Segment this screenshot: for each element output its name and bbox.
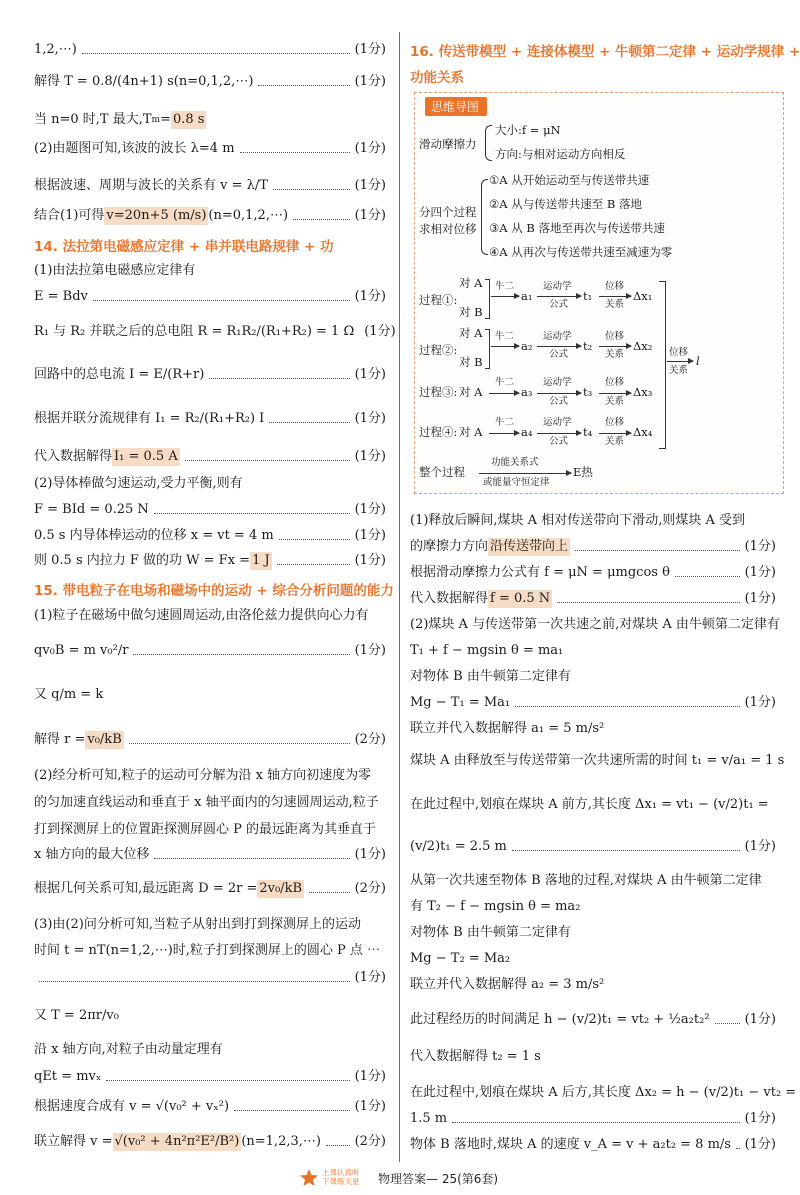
score: (1分) — [354, 367, 386, 382]
score: (1分) — [744, 839, 776, 854]
answer-line: 的摩擦力方向 沿传送带向上 (1分) — [410, 539, 776, 554]
arrow — [599, 393, 631, 394]
answer-line: 又 T = 2πr/v₀ — [34, 1008, 119, 1023]
answer-line: 代入数据解得 t₂ = 1 s — [410, 1049, 541, 1064]
arrow — [479, 473, 571, 474]
answer-line: (2)导体棒做匀速运动,受力平衡,则有 — [34, 476, 243, 491]
score: (2分) — [354, 1134, 386, 1149]
answer-line: 煤块 A 由释放至与传送带第一次共速所需的时间 t₁ = v/a₁ = 1 s — [410, 753, 785, 768]
score: (1分) — [354, 970, 386, 985]
answer-line: (2)煤块 A 与传送带第一次共速之前,对煤块 A 由牛顿第二定律有 — [410, 617, 780, 632]
answer-line — [34, 969, 386, 987]
answer-line: 根据并联分流规律有 I₁ = R₂/(R₁+R₂) I (1分) — [34, 411, 386, 426]
column-divider — [399, 32, 400, 1162]
brace — [485, 125, 492, 161]
answer-line: 联立并代入数据解得 a₂ = 3 m/s² — [410, 977, 605, 992]
answer-line: 代入数据解得 I₁ = 0.5 A (1分) — [34, 449, 386, 464]
score: (1分) — [354, 847, 386, 862]
answer-line: 联立解得 v = √(v₀² + 4n²π²E²/B²) (n=1,2,3,⋯) (2分) — [34, 1134, 386, 1149]
answer-line: 根据滑动摩擦力公式有 f = μN = μmgcos θ (1分) — [410, 565, 776, 580]
highlighted-answer: √(v₀² + 4n²π²E²/B²) — [114, 1134, 240, 1149]
score: (1分) — [354, 208, 386, 223]
arrow — [491, 346, 519, 347]
highlighted-answer: 0.8 s — [173, 112, 205, 127]
arrow — [599, 433, 631, 434]
page-number: 物理答案— 25(第6套) — [378, 1172, 499, 1186]
highlighted-answer: 沿传送带向上 — [490, 539, 569, 554]
score: (1分) — [744, 591, 776, 606]
score: (1分) — [354, 74, 386, 89]
answer-line: R₁ 与 R₂ 并联之后的总电阻 R = R₁R₂/(R₁+R₂) = 1 Ω (1分) — [34, 324, 396, 339]
section-heading-16: 16. 传送带模型 + 连接体模型 + 牛顿第二定律 + 运动学规律 + — [410, 44, 800, 60]
answer-line: 根据速度合成有 v = √(v₀² + vₓ²) (1分) — [34, 1099, 386, 1114]
arrow — [489, 393, 519, 394]
mind-map: 思维导图 滑动摩擦力 大小:f = μN 方向:与相对运动方向相反 分四个过程 求相对位移 ①A 从开始运动至与传送带共速 ②A 从与传送带共速至 B 落地 ③A 从 B 落地至再次与传送带共速 ④A 从再次与传送带共速至减速为零 过程①: 对 A 对 B 牛二 a₁ 运动学 公式 t₁ 位移 关系 Δx₁ 过程②: 对 A 对 B 牛二 a₂ 运动学 公式 t₂ 位移 关系 Δx₂ 过程③: 对 A 牛二 a₃ 运动学 公式 t₃ 位移 关系 Δx₃ 过程④: 对 A 牛二 a₄ 运动学 公式 t₄ 位移 关系 Δx₄ 位移 关系 l 整个过程 功能关系式 或能量守恒定律 E热 — [414, 92, 784, 494]
answer-line: 解得 T = 0.8/(4n+1) s(n=0,1,2,⋯) (1分) — [34, 74, 386, 89]
answer-line: 有 T₂ − f − mgsin θ = ma₂ — [410, 899, 581, 914]
answer-line: Mg − T₂ = Ma₂ — [410, 951, 511, 966]
mind-map-tag: 思维导图 — [425, 97, 487, 116]
arrow — [537, 296, 581, 297]
answer-line: (1)粒子在磁场中做匀速圆周运动,由洛伦兹力提供向心力有 — [34, 608, 369, 623]
answer-line: 0.5 s 内导体棒运动的位移 x = vt = 4 m (1分) — [34, 528, 386, 543]
answer-line: 当 n=0 时,T 最大,T m = 0.8 s — [34, 112, 205, 127]
arrow — [537, 393, 581, 394]
answer-line: (1)由法拉第电磁感应定律有 — [34, 263, 196, 278]
answer-line: (2)由题图可知,该波的波长 λ=4 m (1分) — [34, 141, 386, 156]
answer-line: T₁ + f − mgsin θ = ma₁ — [410, 643, 564, 658]
score: (1分) — [744, 1012, 776, 1027]
arrow — [537, 433, 581, 434]
answer-line: (3)由(2)问分析可知,当粒子从射出到打到探测屏上的运动 — [34, 917, 361, 932]
answer-line: 则 0.5 s 内拉力 F 做的功 W = Fx = 1 J (1分) — [34, 553, 386, 568]
score: (1分) — [354, 42, 386, 57]
answer-line: x 轴方向的最大位移 (1分) — [34, 847, 386, 862]
score: (1分) — [354, 449, 386, 464]
answer-line: 对物体 B 由牛顿第二定律有 — [410, 925, 571, 940]
answer-line: 时间 t = nT(n=1,2,⋯)时,粒子打到探测屏上的圆心 P 点 ⋯ — [34, 943, 381, 958]
answer-line: 此过程经历的时间满足 h − (v/2)t₁ = vt₂ + ½a₂t₂² (1分) — [410, 1012, 776, 1027]
highlighted-answer: 1 J — [252, 553, 270, 568]
highlighted-answer: f = 0.5 N — [490, 591, 551, 606]
answer-line: Mg − T₁ = Ma₁ (1分) — [410, 695, 776, 710]
answer-line: 回路中的总电流 I = E/(R+r) (1分) — [34, 367, 386, 382]
answer-line: 对物体 B 由牛顿第二定律有 — [410, 669, 571, 684]
answer-line: 在此过程中,划痕在煤块 A 后方,其长度 Δx₂ = h − (v/2)t₁ − vt₂ = — [410, 1085, 797, 1100]
answer-line: 1.5 m (1分) — [410, 1111, 776, 1126]
score: (1分) — [744, 565, 776, 580]
answer-line: 代入数据解得 f = 0.5 N (1分) — [410, 591, 776, 606]
arrow — [537, 346, 581, 347]
score: (1分) — [354, 289, 386, 304]
publisher-logo: 上课认真听 下课练天星 — [300, 1167, 370, 1189]
score: (1分) — [354, 1069, 386, 1084]
score: (1分) — [354, 178, 386, 193]
section-heading-15: 15. 带电粒子在电场和磁场中的运动 + 综合分析问题的能力 — [34, 583, 394, 599]
score: (1分) — [744, 1111, 776, 1126]
answer-line: 结合(1)可得 v=20n+5 (m/s) (n=0,1,2,⋯) (1分) — [34, 208, 386, 223]
answer-line: 物体 B 落地时,煤块 A 的速度 v_A = v + a₂t₂ = 8 m/s (1分) — [410, 1137, 776, 1152]
brace — [659, 281, 666, 449]
answer-line: 从第一次共速至物体 B 落地的过程,对煤块 A 由牛顿第二定律 — [410, 873, 762, 888]
arrow — [489, 433, 519, 434]
score: (1分) — [354, 1099, 386, 1114]
answer-line: 联立并代入数据解得 a₁ = 5 m/s² — [410, 721, 605, 736]
brace — [481, 179, 488, 255]
highlighted-answer: v₀/kB — [87, 732, 122, 747]
answer-line: 沿 x 轴方向,对粒子由动量定理有 — [34, 1042, 223, 1057]
answer-line: 打到探测屏上的位置距探测屏圆心 P 的最远距离为其垂直于 — [34, 822, 377, 837]
score: (1分) — [354, 502, 386, 517]
answer-line: 的匀加速直线运动和垂直于 x 轴平面内的匀速圆周运动,粒子 — [34, 795, 379, 810]
answer-line: E = Bdv (1分) — [34, 289, 386, 304]
answer-line: qEt = mvₓ (1分) — [34, 1069, 386, 1084]
score: (1分) — [354, 643, 386, 658]
answer-line: (2)经分析可知,粒子的运动可分解为沿 x 轴方向初速度为零 — [34, 768, 372, 783]
section-heading-16-cont: 功能关系 — [410, 70, 464, 86]
answer-line: 在此过程中,划痕在煤块 A 前方,其长度 Δx₁ = vt₁ − (v/2)t₁ = — [410, 797, 769, 812]
score: (1分) — [354, 141, 386, 156]
arrow — [667, 361, 693, 362]
score: (1分) — [364, 324, 396, 339]
highlighted-answer: I₁ = 0.5 A — [114, 449, 178, 464]
answer-line: 1,2,⋯) (1分) — [34, 42, 386, 57]
highlighted-answer: v=20n+5 (m/s) — [106, 208, 207, 223]
highlighted-answer: 2v₀/kB — [259, 881, 302, 896]
answer-line: F = BId = 0.25 N (1分) — [34, 502, 386, 517]
score: (1分) — [354, 411, 386, 426]
answer-line: 解得 r = v₀/kB (2分) — [34, 732, 386, 747]
answer-line: 根据几何关系可知,最远距离 D = 2r = 2v₀/kB (2分) — [34, 881, 386, 896]
section-heading-14: 14. 法拉第电磁感应定律 + 串并联电路规律 + 功 — [34, 239, 334, 255]
score: (2分) — [354, 732, 386, 747]
score: (1分) — [354, 528, 386, 543]
arrow — [599, 296, 631, 297]
answer-line: (v/2)t₁ = 2.5 m (1分) — [410, 839, 776, 854]
arrow — [599, 346, 631, 347]
score: (1分) — [744, 1137, 776, 1152]
answer-line: 根据波速、周期与波长的关系有 v = λ/T (1分) — [34, 178, 386, 193]
arrow — [491, 296, 519, 297]
answer-line: 又 q/m = k — [34, 687, 104, 702]
score: (1分) — [744, 539, 776, 554]
page-footer — [0, 1167, 800, 1189]
score: (2分) — [354, 881, 386, 896]
answer-line: (1)释放后瞬间,煤块 A 相对传送带向下滑动,则煤块 A 受到 — [410, 513, 745, 528]
answer-line: qv₀B = m v₀²/r (1分) — [34, 643, 386, 658]
score: (1分) — [744, 695, 776, 710]
score: (1分) — [354, 553, 386, 568]
